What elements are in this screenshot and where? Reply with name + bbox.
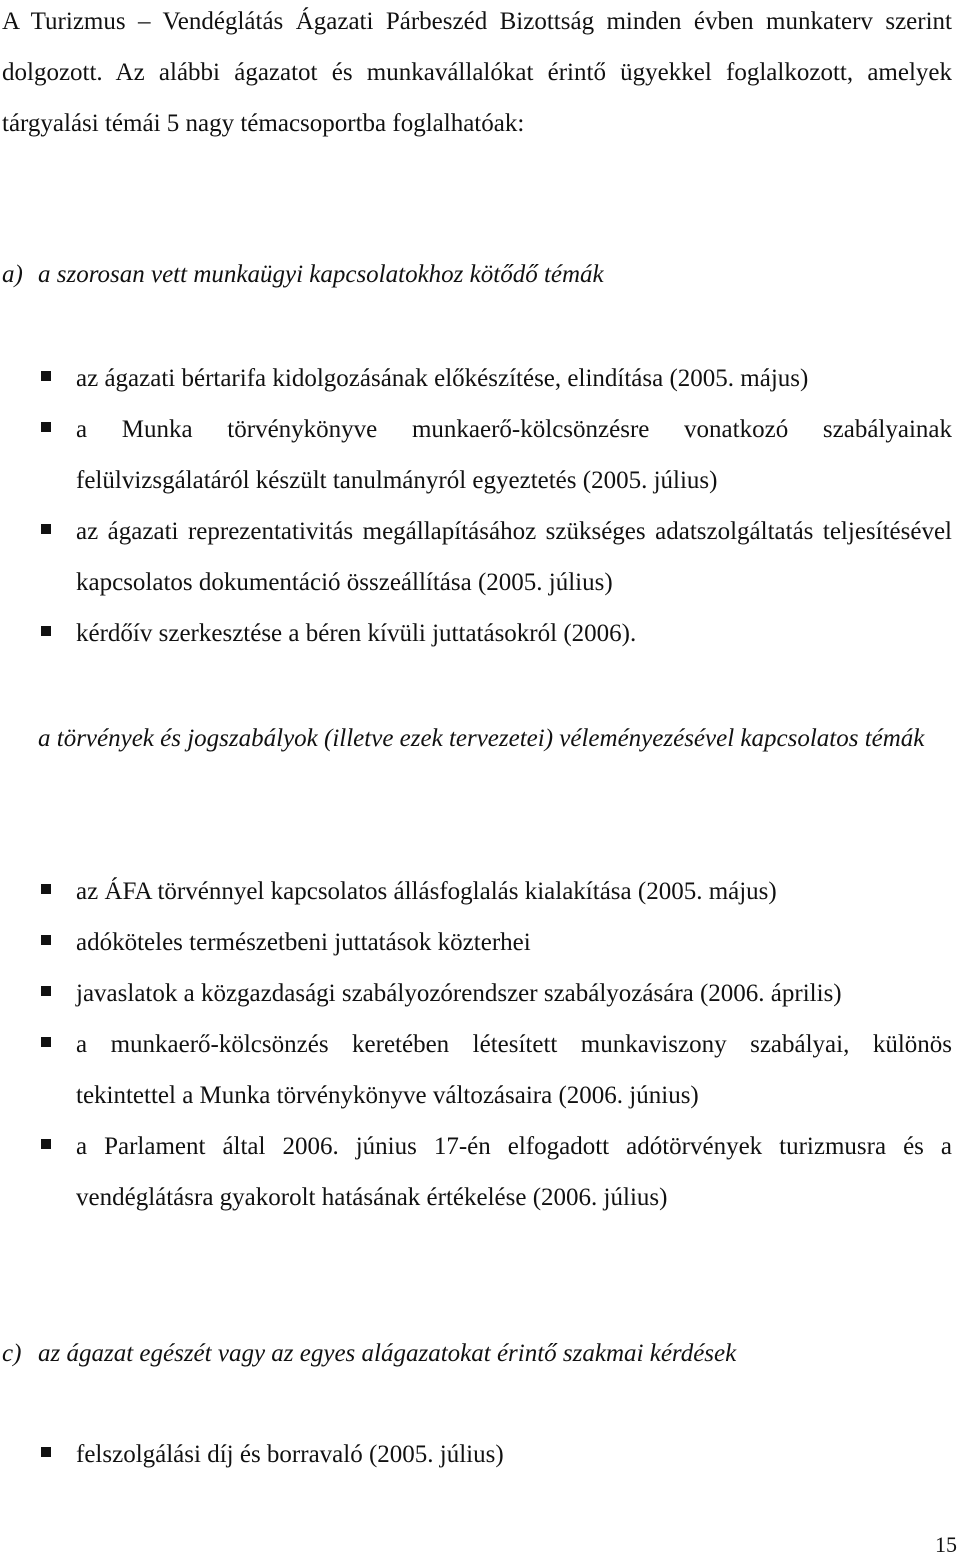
section-b-list [0, 866, 952, 1223]
list-item-text: az ágazati reprezentativitás megállapításához szükséges adatszolgáltatás teljesítésével kapcsolatos dokumentáció összeállítása (2005. július) [76, 518, 952, 596]
intro-paragraph: A Turizmus – Vendéglátás Ágazati Párbeszéd Bizottság minden évben munkaterv szerint dolgozott. Az alábbi ágazatot és munkavállalókat érintő ügyekkel foglalkozott, amelyek tárgyalási témái 5 nagy témacsoportba foglalhatóak: [2, 8, 952, 137]
list-item-text: a Parlament által 2006. június 17-én elfogadott adótörvények turizmusra és a vendéglátásra gyakorolt hatásának értékelése (2006. július) [76, 1133, 952, 1211]
section-c-heading [2, 1328, 952, 1379]
list-item [0, 353, 952, 404]
list-item [0, 866, 952, 917]
section-a-heading [2, 249, 952, 300]
section-c-list [0, 1429, 952, 1480]
list-item-text: adóköteles természetbeni juttatások közterhei [76, 929, 531, 956]
list-item [0, 1429, 952, 1480]
list-item [0, 608, 952, 659]
square-bullet-icon [41, 884, 51, 894]
section-b-title: a törvények és jogszabályok (illetve ezek tervezetei) véleményezésével kapcsolatos témák [38, 725, 925, 752]
square-bullet-icon [41, 986, 51, 996]
list-item [0, 968, 952, 1019]
section-b-label [2, 713, 38, 764]
list-item-text: az ÁFA törvénnyel kapcsolatos állásfoglalás kialakítása (2005. május) [76, 878, 777, 905]
square-bullet-icon [41, 1037, 51, 1047]
list-item-text: az ágazati bértarifa kidolgozásának előkészítése, elindítása (2005. május) [76, 365, 809, 392]
square-bullet-icon [41, 626, 51, 636]
section-b-heading [2, 713, 952, 764]
page-number: 15 [935, 1532, 957, 1557]
square-bullet-icon [41, 524, 51, 534]
square-bullet-icon [41, 1447, 51, 1457]
list-item-text: kérdőív szerkesztése a béren kívüli juttatásokról (2006). [76, 620, 637, 647]
list-item-text: a munkaerő-kölcsönzés keretében létesített munkaviszony szabályai, különös tekintettel a Munka törvénykönyve változásaira (2006. június) [76, 1031, 952, 1109]
square-bullet-icon [41, 935, 51, 945]
section-a-label: a) [2, 261, 23, 288]
section-c-label: c) [2, 1340, 22, 1367]
list-item [0, 1019, 952, 1121]
square-bullet-icon [41, 371, 51, 381]
section-a-title: a szorosan vett munkaügyi kapcsolatokhoz kötődő témák [38, 261, 604, 288]
list-item [0, 1121, 952, 1223]
list-item [0, 506, 952, 608]
list-item [0, 404, 952, 506]
square-bullet-icon [41, 1139, 51, 1149]
list-item-text: felszolgálási díj és borravaló (2005. július) [76, 1441, 504, 1468]
list-item-text: a Munka törvénykönyve munkaerő-kölcsönzésre vonatkozó szabályainak felülvizsgálatáról készült tanulmányról egyeztetés (2005. július) [76, 416, 952, 494]
list-item [0, 917, 952, 968]
square-bullet-icon [41, 422, 51, 432]
list-item-text: javaslatok a közgazdasági szabályozórendszer szabályozására (2006. április) [76, 980, 842, 1007]
section-a-list [0, 353, 952, 659]
section-c-title: az ágazat egészét vagy az egyes alágazatokat érintő szakmai kérdések [38, 1340, 737, 1367]
